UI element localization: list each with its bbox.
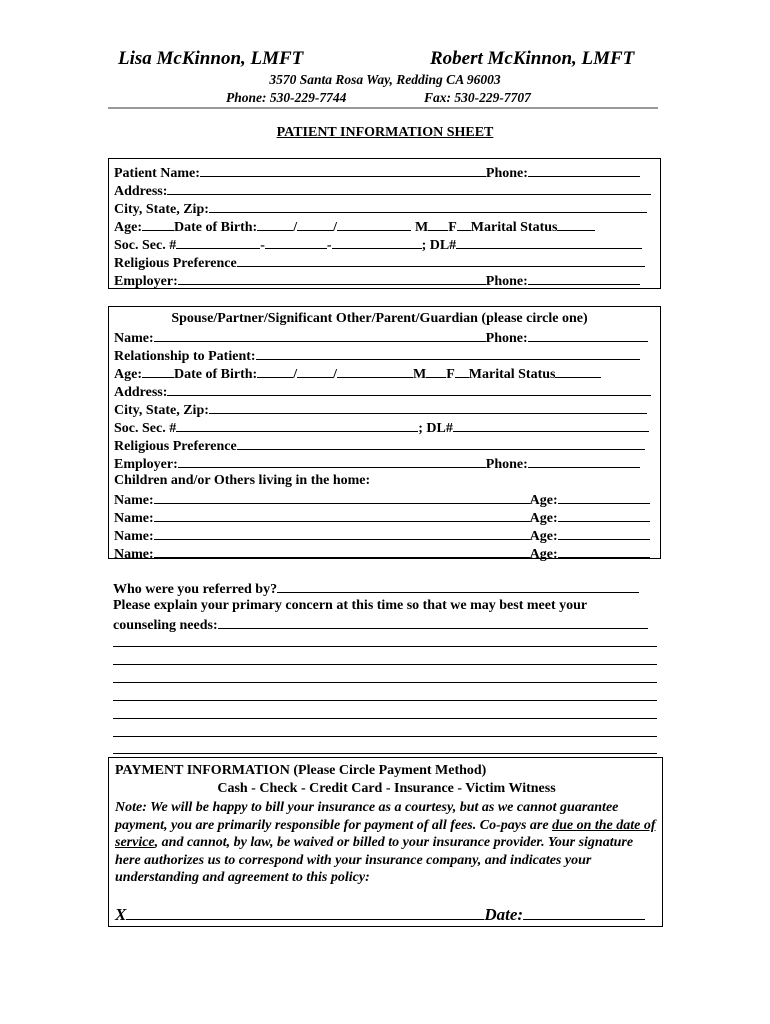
patient-ssn-part3[interactable] xyxy=(332,235,422,249)
spouse-dob-month[interactable] xyxy=(257,364,293,378)
patient-dob-month[interactable] xyxy=(257,217,293,231)
child-name-label: Name: xyxy=(114,547,154,562)
spouse-m-field[interactable] xyxy=(426,364,446,378)
child-age-field[interactable] xyxy=(558,544,650,558)
concern-line[interactable] xyxy=(113,646,657,647)
patient-employer-phone-field[interactable] xyxy=(528,271,640,285)
spouse-employer-field[interactable] xyxy=(178,454,486,468)
payment-title: PAYMENT INFORMATION (Please Circle Payment Method) xyxy=(115,763,487,778)
spouse-f-field[interactable] xyxy=(455,364,469,378)
referral-label: Who were you referred by? xyxy=(113,582,278,597)
concern-line[interactable] xyxy=(113,682,657,683)
dob-slash-2: / xyxy=(333,220,337,235)
patient-city-field[interactable] xyxy=(209,199,647,213)
spouse-dl-label: ; DL# xyxy=(418,421,453,436)
patient-address-field[interactable] xyxy=(167,181,651,195)
concern-line[interactable] xyxy=(113,718,657,719)
patient-m-option[interactable]: M xyxy=(414,220,429,235)
spouse-ssn-row xyxy=(114,418,654,436)
spouse-age-field[interactable] xyxy=(142,364,174,378)
payment-note xyxy=(115,799,660,887)
child-age-field[interactable] xyxy=(558,508,650,522)
child-name-field[interactable] xyxy=(154,490,530,504)
patient-religion-field[interactable] xyxy=(237,253,645,267)
patient-age-field[interactable] xyxy=(142,217,174,231)
spouse-religion-field[interactable] xyxy=(237,436,645,450)
patient-name-label: Patient Name: xyxy=(114,166,200,181)
child-age-label: Age: xyxy=(529,529,558,544)
payment-note-text-2: , and cannot, by law, be waived or billed to your insurance provider. Your signature here authorizes us to correspond with your insurance company, and indicates your understanding and agreement to this policy: xyxy=(115,835,634,886)
patient-marital-field[interactable] xyxy=(557,217,595,231)
spouse-phone-label: Phone: xyxy=(485,331,528,346)
spouse-ssn-label: Soc. Sec. # xyxy=(114,421,177,436)
spouse-employer-phone-label: Phone: xyxy=(485,457,528,472)
patient-ssn-label: Soc. Sec. # xyxy=(114,238,177,253)
spouse-marital-field[interactable] xyxy=(555,364,601,378)
child-age-field[interactable] xyxy=(558,526,650,540)
child-row xyxy=(114,544,654,562)
spouse-dob-day[interactable] xyxy=(297,364,333,378)
spouse-m-option[interactable]: M xyxy=(412,367,427,382)
header-divider xyxy=(108,107,658,109)
patient-employer-label: Employer: xyxy=(114,274,178,289)
payment-note-text: Note: We will be happy to bill your insurance as a courtesy, but as we cannot guarantee payment, you are primarily responsible for payment of all fees. Co-pays are xyxy=(115,800,619,833)
patient-marital-label: Marital Status xyxy=(470,220,558,235)
child-row xyxy=(114,490,654,508)
child-name-label: Name: xyxy=(114,511,154,526)
patient-employer-phone-label: Phone: xyxy=(485,274,528,289)
patient-address-label: Address: xyxy=(114,184,168,199)
spouse-address-row xyxy=(114,382,654,400)
concern-row xyxy=(113,615,663,633)
patient-f-option[interactable]: F xyxy=(448,220,457,235)
spouse-employer-phone-field[interactable] xyxy=(528,454,640,468)
child-name-label: Name: xyxy=(114,493,154,508)
child-age-label: Age: xyxy=(529,547,558,562)
child-row xyxy=(114,526,654,544)
patient-age-row xyxy=(114,217,654,235)
referral-row xyxy=(113,579,663,597)
concern-prompt: Please explain your primary concern at this time so that we may best meet your xyxy=(113,598,588,613)
patient-ssn-row: Soc. Sec. # - - ; DL# xyxy=(114,235,654,253)
concern-line[interactable] xyxy=(113,736,657,737)
child-name-field[interactable] xyxy=(154,544,530,558)
concern-line[interactable] xyxy=(113,753,657,754)
patient-phone-label: Phone: xyxy=(485,166,528,181)
child-name-field[interactable] xyxy=(154,508,530,522)
office-address: 3570 Santa Rosa Way, Redding CA 96003 xyxy=(269,72,501,87)
spouse-heading: Spouse/Partner/Significant Other/Parent/Guardian (please circle one) xyxy=(171,311,588,326)
patient-name-field[interactable] xyxy=(200,163,486,177)
spouse-ssn-field[interactable] xyxy=(176,418,418,432)
patient-religion-label: Religious Preference xyxy=(114,256,237,271)
spouse-address-field[interactable] xyxy=(167,382,651,396)
referral-field[interactable] xyxy=(277,579,639,593)
signature-field[interactable] xyxy=(126,904,484,920)
child-name-field[interactable] xyxy=(154,526,530,540)
practitioner-left: Lisa McKinnon, LMFT xyxy=(118,48,304,69)
concern-field[interactable] xyxy=(218,615,648,629)
dob-slash-1: / xyxy=(293,220,298,235)
spouse-city-row xyxy=(114,400,654,418)
spouse-marital-label: Marital Status xyxy=(468,367,556,382)
payment-methods[interactable]: Cash - Check - Credit Card - Insurance - Victim Witness xyxy=(217,781,556,796)
form-title: PATIENT INFORMATION SHEET xyxy=(276,125,494,140)
patient-section xyxy=(108,158,661,289)
concern-line[interactable] xyxy=(113,664,657,665)
patient-dl-label: ; DL# xyxy=(421,238,457,253)
spouse-address-label: Address: xyxy=(114,385,168,400)
patient-dob-day[interactable] xyxy=(297,217,333,231)
patient-dob-year[interactable] xyxy=(337,217,411,231)
patient-city-row xyxy=(114,199,654,217)
spouse-dl-field[interactable] xyxy=(453,418,649,432)
payment-note-emphasis: due on the date of service xyxy=(115,817,656,851)
spouse-f-option[interactable]: F xyxy=(446,367,455,382)
patient-dob-label: Date of Birth: xyxy=(174,220,258,235)
patient-employer-row xyxy=(114,271,654,289)
patient-phone-field[interactable] xyxy=(528,163,640,177)
spouse-relationship-label: Relationship to Patient: xyxy=(114,349,256,364)
child-row xyxy=(114,508,654,526)
practitioner-right: Robert McKinnon, LMFT xyxy=(430,48,635,69)
spouse-relationship-field[interactable] xyxy=(256,346,640,360)
concern-label: counseling needs: xyxy=(113,618,218,633)
date-label: Date: xyxy=(484,905,524,924)
patient-employer-field[interactable] xyxy=(178,271,486,285)
spouse-name-label: Name: xyxy=(114,331,154,346)
spouse-section xyxy=(108,306,661,562)
concern-line[interactable] xyxy=(113,700,657,701)
office-phone: Phone: 530-229-7744 xyxy=(226,90,347,105)
patient-name-row xyxy=(114,163,654,181)
spouse-relationship-row xyxy=(114,346,654,364)
office-fax: Fax: 530-229-7707 xyxy=(424,90,531,105)
spouse-phone-field[interactable] xyxy=(528,328,648,342)
spouse-city-label: City, State, Zip: xyxy=(114,403,209,418)
patient-religion-row xyxy=(114,253,654,271)
patient-m-field[interactable] xyxy=(428,217,448,231)
child-age-label: Age: xyxy=(529,493,558,508)
spouse-religion-label: Religious Preference xyxy=(114,439,237,454)
children-heading: Children and/or Others living in the home: xyxy=(114,473,371,488)
signature-row xyxy=(115,904,645,925)
spouse-religion-row xyxy=(114,436,654,454)
spouse-name-row xyxy=(114,328,654,346)
patient-city-label: City, State, Zip: xyxy=(114,202,209,217)
spouse-employer-row xyxy=(114,454,654,472)
patient-ssn-part1[interactable] xyxy=(176,235,260,249)
date-field[interactable] xyxy=(523,904,645,920)
spouse-employer-label: Employer: xyxy=(114,457,178,472)
patient-address-row xyxy=(114,181,654,199)
child-name-label: Name: xyxy=(114,529,154,544)
child-age-label: Age: xyxy=(529,511,558,526)
payment-section xyxy=(108,757,663,927)
signature-label: X xyxy=(115,905,127,924)
spouse-age-row: Age: Date of Birth: / / M F Marital Status xyxy=(114,364,654,382)
spouse-name-field[interactable] xyxy=(154,328,486,342)
spouse-city-field[interactable] xyxy=(209,400,647,414)
patient-dl-field[interactable] xyxy=(456,235,642,249)
spouse-dob-year[interactable] xyxy=(337,364,413,378)
patient-ssn-part2[interactable] xyxy=(265,235,327,249)
spouse-dob-label: Date of Birth: xyxy=(174,367,258,382)
spouse-age-label: Age: xyxy=(114,367,142,382)
patient-age-label: Age: xyxy=(114,220,142,235)
patient-f-field[interactable] xyxy=(457,217,471,231)
child-age-field[interactable] xyxy=(558,490,650,504)
